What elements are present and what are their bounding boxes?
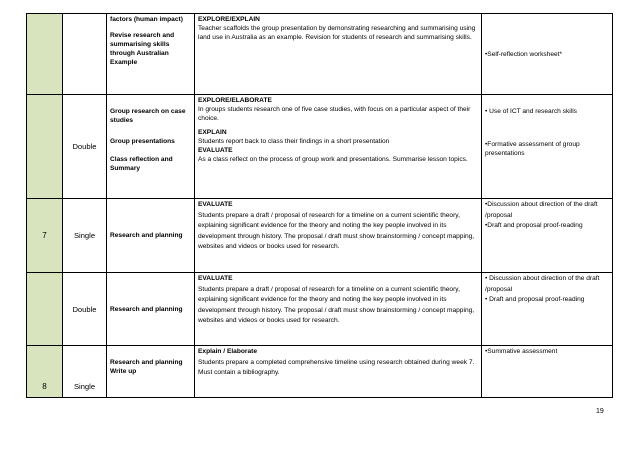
lesson-plan-table: [26, 13, 613, 398]
resource-item: • Draft and proposal proof-reading: [485, 296, 585, 303]
activity-heading: EXPLORE/EXPLAIN: [198, 16, 260, 23]
resources-cell: [482, 273, 613, 346]
focus-item: Write up: [110, 368, 137, 375]
resources-cell: [482, 199, 613, 273]
lesson-cell: Single: [63, 199, 107, 273]
week-cell: [27, 273, 63, 346]
activity-heading: EVALUATE: [198, 201, 233, 208]
table-row: [27, 14, 613, 95]
spacer: [110, 125, 191, 137]
activity-cell: [195, 346, 482, 398]
focus-item: Research and planning: [110, 305, 183, 313]
focus-cell: [107, 199, 195, 273]
activity-text: Students prepare a draft / proposal of research for a timeline on a current scientific theory, explaining significant evidence for the theory and noting the key people involved in its development through history. The proposal / draft must show brainstorming / concept mapping, websites and videos or books used for research.: [198, 211, 475, 250]
lesson-cell: Double: [63, 273, 107, 346]
resource-item: • Discussion about direction of the draft /proposal: [485, 275, 600, 293]
activity-text: Teacher scaffolds the group presentation by demonstrating researching and summarising using land use in Australia as an example. Revision for students of research and summarising skills.: [198, 25, 476, 41]
activity-cell: [195, 273, 482, 346]
activity-text: In groups students research one of five case studies, with focus on a particular aspect of their choice.: [198, 106, 471, 122]
activity-text: Students prepare a draft / proposal of research for a timeline on a current scientific theory, explaining significant evidence for the theory and noting the key people involved in its development through history. The proposal / draft must show brainstorming / concept mapping, websites and videos or books used for research.: [198, 285, 475, 324]
activity-heading: EVALUATE: [198, 275, 233, 282]
activity-cell: [195, 95, 482, 199]
resources-cell: [482, 14, 613, 95]
focus-cell: [107, 95, 195, 199]
resource-item: •Draft and proposal proof-reading: [485, 222, 583, 229]
table-row: [27, 199, 613, 273]
table-row: [27, 273, 613, 346]
lesson-cell: [63, 14, 107, 95]
activity-text: As a class reflect on the process of group work and presentations. Summarise lesson topics.: [198, 156, 468, 163]
page-number: 19: [596, 408, 604, 415]
activity-heading: EVALUATE: [198, 147, 233, 154]
week-cell: 7: [27, 199, 63, 273]
focus-item: Group presentations: [110, 138, 175, 145]
table-row: [27, 346, 613, 398]
activity-text: Students prepare a completed comprehensive timeline using research obtained during week 7. Must contain a bibliography.: [198, 358, 475, 376]
resource-item: •Self-reflection worksheet*: [485, 50, 563, 58]
spacer: [110, 24, 191, 31]
table-row: [27, 95, 613, 199]
focus-item: factors (human impact): [110, 16, 183, 23]
spacer: [110, 146, 191, 155]
resource-item: •Discussion about direction of the draft /proposal: [485, 201, 598, 219]
week-cell: [27, 95, 63, 199]
week-cell: [27, 14, 63, 95]
activity-cell: [195, 199, 482, 273]
activity-cell: [195, 14, 482, 95]
activity-heading: EXPLORE/ELABORATE: [198, 97, 272, 104]
activity-heading: Explain / Elaborate: [198, 348, 257, 355]
focus-item: Revise research and summarising skills through Australian Example: [110, 32, 175, 66]
focus-item: Research and planning: [110, 232, 183, 239]
focus-cell: [107, 14, 195, 95]
activity-heading: EXPLAIN: [198, 129, 227, 136]
focus-item: Class reflection and Summary: [110, 156, 173, 172]
focus-item: Group research on case studies: [110, 108, 186, 124]
focus-cell: [107, 346, 195, 398]
activity-text: Students report back to class their findings in a short presentation: [198, 138, 390, 145]
resource-item: •Summative assessment: [485, 348, 558, 355]
resource-item: • Use of ICT and research skills: [485, 108, 577, 115]
spacer: [485, 116, 609, 140]
lesson-cell: Single: [63, 346, 107, 398]
resource-item: •Formative assessment of group presentations: [485, 141, 580, 157]
week-cell: 8: [27, 346, 63, 398]
lesson-cell: Double: [63, 95, 107, 199]
resources-cell: [482, 95, 613, 199]
focus-item: Research and planning: [110, 359, 183, 366]
focus-cell: [107, 273, 195, 346]
resources-cell: [482, 346, 613, 398]
